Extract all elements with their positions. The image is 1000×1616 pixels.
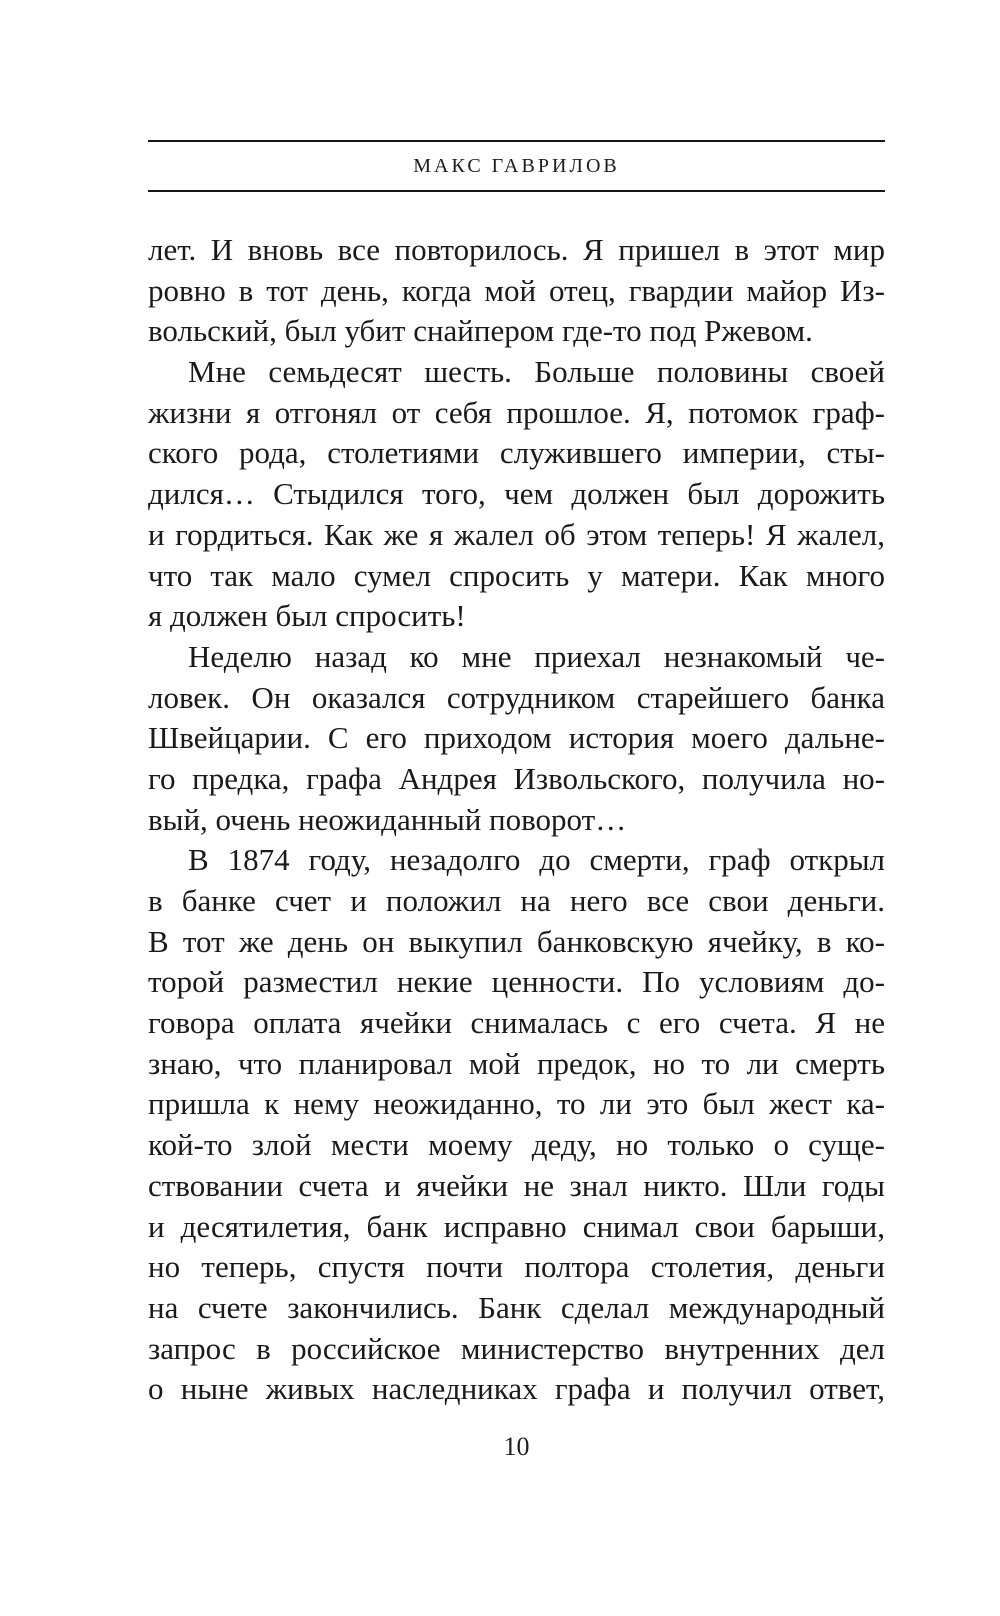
paragraph [148,637,885,840]
text-line: но теперь, спустя почти полтора столетия, деньги [148,1249,885,1285]
text-line: кой-то злой мести моему деду, но только о суще- [148,1127,885,1163]
text-line: ствовании счета и ячейки не знал никто. Шли годы [148,1167,885,1203]
text-line: на счете закончились. Банк сделал международный [148,1289,885,1325]
text-line: ского рода, столетиями служившего империи, сты- [148,435,885,471]
text-line: говора оплата ячейки снималась с его счета. Я не [148,1005,885,1041]
text-line: го предка, графа Андрея Извольского, получила но- [148,760,885,796]
text-line: В 1874 году, незадолго до смерти, граф открыл [188,842,885,878]
running-header [148,140,885,192]
page-body-text [148,230,885,1410]
text-line: пришла к нему неожиданно, то ли это был жест ка- [148,1086,885,1122]
text-line: В тот же день он выкупил банковскую ячейку, в ко- [148,923,885,959]
text-line: ровно в тот день, когда мой отец, гвардии майор Из- [148,272,885,308]
text-line: Мне семьдесят шесть. Больше половины своей [188,354,885,390]
text-line: жизни я отгонял от себя прошлое. Я, потомок граф- [148,394,885,430]
text-line: я должен был спросить! [148,598,466,634]
page-number: 10 [503,1431,530,1461]
running-header-author: МАКС ГАВРИЛОВ [413,155,620,177]
paragraph [148,840,885,1410]
text-line: в банке счет и положил на него все свои деньги. [148,883,885,918]
text-column [148,0,885,1462]
text-line: вольский, был убит снайпером где-то под Ржевом. [148,313,813,349]
text-line: Швейцарии. С его приходом история моего дальне- [148,720,885,756]
text-line: о ныне живых наследниках графа и получил ответ, [148,1371,885,1407]
text-line: лет. И вновь все повторилось. Я пришел в этот мир [148,232,885,267]
paragraph [148,352,885,637]
text-line: дился… Стыдился того, чем должен был дорожить [148,476,885,512]
text-line: запрос в российское министерство внутренних дел [148,1330,885,1366]
text-line: вый, очень неожиданный поворот… [148,801,627,837]
text-line: что так мало сумел спросить у матери. Как много [148,557,885,593]
text-line: и гордиться. Как же я жалел об этом теперь! Я жалел, [148,516,885,552]
paragraph [148,230,885,352]
text-line: Неделю назад ко мне приехал незнакомый че- [188,638,885,674]
text-line: торой разместил некие ценности. По условиям до- [148,964,885,1000]
text-line: ловек. Он оказался сотрудником старейшего банка [148,679,885,715]
text-line: знаю, что планировал мой предок, но то ли смерть [148,1045,885,1081]
text-line: и десятилетия, банк исправно снимал свои барыши, [148,1208,885,1244]
